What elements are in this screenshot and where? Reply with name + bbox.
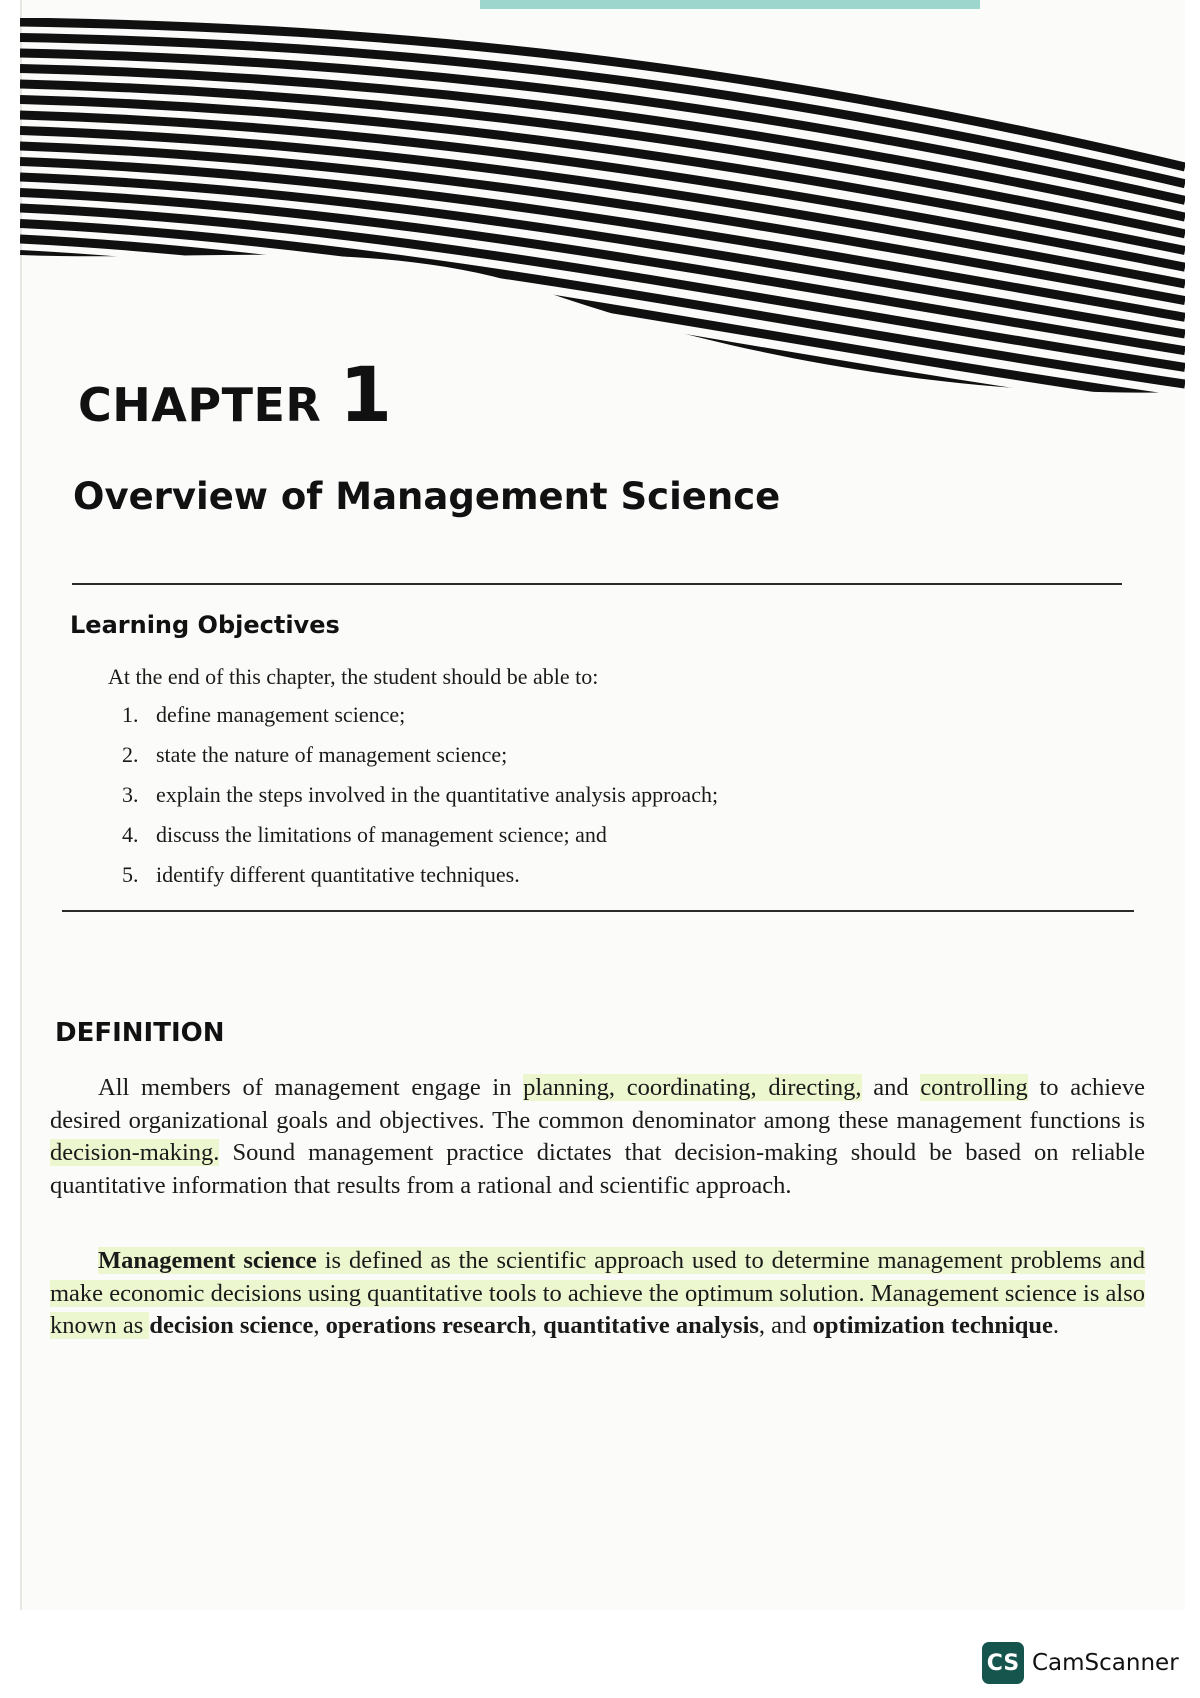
objective-number: 2. <box>122 742 139 767</box>
objective-item <box>122 702 718 742</box>
body-text: , and <box>758 1312 813 1339</box>
objective-number: 1. <box>122 702 139 727</box>
wave-stripe-banner <box>20 0 1185 410</box>
objective-number: 5. <box>122 862 139 887</box>
objectives-bottom-rule <box>62 910 1134 912</box>
body-text: Sound management practice dictates that decision-making should be based on reliable quantitative information that results from a rational and scientific approach. <box>50 1139 1145 1199</box>
chapter-number: 1 <box>339 350 393 439</box>
key-term: operations research <box>325 1312 531 1339</box>
chapter-heading <box>78 350 393 439</box>
objective-text: discuss the limitations of management science; and <box>156 822 607 847</box>
objectives-list <box>122 702 718 902</box>
body-text: All members of management engage in <box>98 1074 524 1101</box>
camscanner-logo-icon: CS <box>982 1642 1024 1684</box>
objective-number: 4. <box>122 822 139 847</box>
definition-heading: DEFINITION <box>55 1018 225 1048</box>
objective-text: define management science; <box>156 702 406 727</box>
objective-text: explain the steps involved in the quantitative analysis approach; <box>156 782 719 807</box>
key-term: optimization technique <box>812 1312 1053 1339</box>
highlighted-text: decision-making. <box>50 1139 220 1166</box>
objective-item <box>122 742 718 782</box>
highlighted-text: planning, coordinating, directing, <box>523 1074 862 1101</box>
objective-text: identify different quantitative techniques. <box>156 862 520 887</box>
highlighted-text: controlling <box>920 1074 1028 1101</box>
key-term: quantitative analysis <box>543 1312 759 1339</box>
definition-paragraph-2 <box>50 1245 1145 1343</box>
body-text: , <box>530 1312 544 1339</box>
objectives-intro: At the end of this chapter, the student should be able to: <box>108 664 599 689</box>
objective-item <box>122 862 718 902</box>
objectives-heading: Learning Objectives <box>70 611 340 639</box>
definition-paragraph-1 <box>50 1072 1145 1202</box>
key-term: Management science <box>98 1247 317 1274</box>
body-text: , <box>313 1312 326 1339</box>
objective-item <box>122 782 718 822</box>
objective-number: 3. <box>122 782 139 807</box>
objective-text: state the nature of management science; <box>156 742 508 767</box>
camscanner-watermark <box>982 1642 1179 1684</box>
body-text: and <box>861 1074 921 1101</box>
body-text: . <box>1052 1312 1060 1339</box>
camscanner-label: CamScanner <box>1032 1650 1179 1676</box>
key-term: decision science <box>149 1312 314 1339</box>
objectives-top-rule <box>72 583 1122 585</box>
objective-item <box>122 822 718 862</box>
chapter-title: Overview of Management Science <box>73 475 781 518</box>
body-text: to achieve desired organizational goals and objectives. The common denominator among these management functions is <box>50 1074 1146 1134</box>
chapter-label: CHAPTER <box>78 378 322 432</box>
highlighted-text: is defined as the scientific approach used to determine management problems and make economic decisions using quantitative tools to achieve the optimum solution. Management science is also known as <box>50 1247 1145 1339</box>
